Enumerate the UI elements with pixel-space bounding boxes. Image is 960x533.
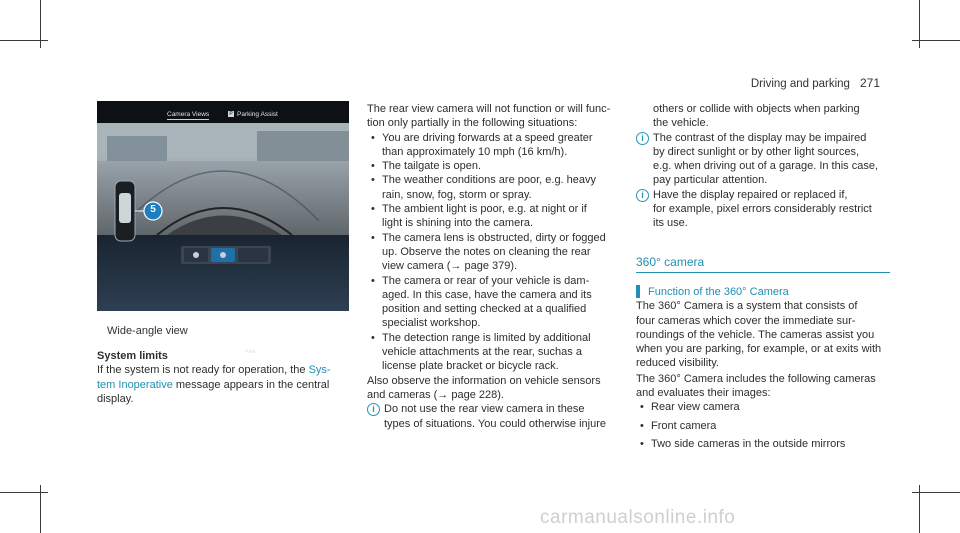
line: aged. In this case, have the camera and its bbox=[382, 288, 592, 301]
text-fragment: If the system is not ready for operation, the bbox=[97, 364, 309, 377]
note bbox=[636, 131, 898, 188]
left-column bbox=[97, 349, 352, 406]
line: The contrast of the display may be impaired bbox=[653, 131, 867, 144]
note bbox=[367, 402, 629, 431]
line: The detection range is limited by additional bbox=[382, 331, 591, 344]
figure-caption: Wide-angle view bbox=[107, 325, 188, 337]
line: when you are parking, for example, or at exits with bbox=[636, 343, 882, 356]
line: You are driving forwards at a speed greater bbox=[382, 131, 593, 144]
line: types of situations. You could otherwise injure bbox=[384, 417, 606, 430]
crop-mark bbox=[0, 492, 48, 493]
line: specialist workshop. bbox=[382, 317, 481, 330]
line: Also observe the information on vehicle sensors bbox=[367, 374, 601, 387]
list-item: • Front camera bbox=[636, 419, 898, 433]
line: e.g. when driving out of a garage. In this case, bbox=[653, 160, 879, 173]
list-item bbox=[367, 331, 629, 374]
page-header bbox=[751, 76, 880, 90]
callout-number: 5 bbox=[150, 204, 156, 215]
watermark: carmanualsonline.info bbox=[540, 507, 736, 528]
subsection-title: Function of the 360° Camera bbox=[636, 285, 898, 299]
line: Do not use the rear view camera in these bbox=[384, 403, 585, 416]
list-item: • Two side cameras in the outside mirrors bbox=[636, 437, 898, 451]
crop-mark bbox=[912, 492, 960, 493]
info-icon: i bbox=[636, 189, 649, 202]
list-item bbox=[367, 231, 629, 274]
info-icon: i bbox=[636, 132, 649, 145]
line: tion only partially in the following situations: bbox=[367, 117, 578, 130]
paragraph bbox=[636, 372, 898, 401]
text-fragment: message appears in the central bbox=[172, 378, 330, 391]
right-column bbox=[636, 102, 898, 231]
line: for example, pixel errors considerably restrict bbox=[653, 203, 872, 216]
line: roundings of the vehicle. The cameras assist you bbox=[636, 328, 875, 341]
paragraph bbox=[636, 299, 898, 370]
line: vehicle attachments at the rear, suchas a bbox=[382, 346, 582, 359]
line: four cameras which cover the immediate sur- bbox=[636, 314, 856, 327]
line: up. Observe the notes on cleaning the rear bbox=[382, 245, 591, 258]
crop-mark bbox=[0, 40, 48, 41]
line: reduced visibility. bbox=[636, 357, 719, 370]
continued-text bbox=[636, 102, 898, 131]
line: The 360° Camera is a system that consists of bbox=[636, 300, 858, 313]
list-item bbox=[367, 159, 629, 173]
line: The rear view camera will not function or will func- bbox=[367, 103, 611, 115]
info-icon: i bbox=[367, 403, 380, 416]
page-number: 271 bbox=[859, 76, 880, 90]
line: and evaluates their images: bbox=[636, 387, 771, 400]
line: Have the display repaired or replaced if, bbox=[653, 188, 848, 201]
situations-list bbox=[367, 131, 629, 374]
list-item: • Rear view camera bbox=[636, 400, 898, 414]
line: light is shining into the camera. bbox=[382, 217, 534, 230]
crop-mark bbox=[912, 40, 960, 41]
line: rain, snow, fog, storm or spray. bbox=[382, 188, 532, 201]
line: pay particular attention. bbox=[653, 174, 768, 187]
sys-link-a: Sys- bbox=[308, 364, 331, 377]
list-item bbox=[367, 131, 629, 160]
header-section: Driving and parking bbox=[750, 78, 850, 90]
list-item bbox=[367, 274, 629, 331]
line: and cameras (→ page 228). bbox=[367, 388, 504, 401]
line: by direct sunlight or by other light sources, bbox=[653, 145, 860, 158]
line: position and setting checked at a qualified bbox=[382, 303, 587, 316]
text-fragment: display. bbox=[97, 392, 134, 405]
line: The ambient light is poor, e.g. at night or if bbox=[382, 203, 587, 216]
middle-column bbox=[367, 102, 629, 431]
system-limits-text bbox=[97, 363, 352, 406]
park-button[interactable]: Park bbox=[245, 349, 256, 355]
line: the vehicle. bbox=[653, 117, 709, 130]
line: license plate bracket or bicycle rack. bbox=[382, 360, 559, 373]
also-observe-text bbox=[367, 374, 629, 403]
camera-list bbox=[636, 400, 898, 451]
line: view camera (→ page 379). bbox=[382, 260, 518, 273]
line: The camera lens is obstructed, dirty or fogged bbox=[382, 231, 606, 244]
right-column-lower bbox=[636, 285, 898, 455]
line: The weather conditions are poor, e.g. heavy bbox=[382, 174, 597, 187]
intro-text bbox=[367, 102, 629, 131]
parking-assist-icon: P bbox=[229, 111, 233, 117]
line: its use. bbox=[653, 217, 688, 230]
camera-view-image bbox=[97, 101, 349, 311]
line: The 360° Camera includes the following cameras bbox=[636, 372, 876, 385]
list-item bbox=[367, 202, 629, 231]
sys-link-b: tem Inoperative bbox=[97, 378, 173, 391]
list-item bbox=[367, 173, 629, 202]
note bbox=[636, 188, 898, 231]
system-limits-heading: System limits bbox=[97, 350, 168, 362]
line: The tailgate is open. bbox=[382, 160, 482, 173]
tab-parking-assist[interactable]: Parking Assist bbox=[237, 111, 278, 118]
tab-camera-views[interactable]: Camera Views bbox=[167, 111, 210, 118]
line: others or collide with objects when parking bbox=[653, 103, 860, 115]
line: than approximately 10 mph (16 km/h). bbox=[382, 145, 568, 158]
line: The camera or rear of your vehicle is dam- bbox=[382, 274, 590, 287]
section-title: 360° camera bbox=[636, 255, 890, 273]
